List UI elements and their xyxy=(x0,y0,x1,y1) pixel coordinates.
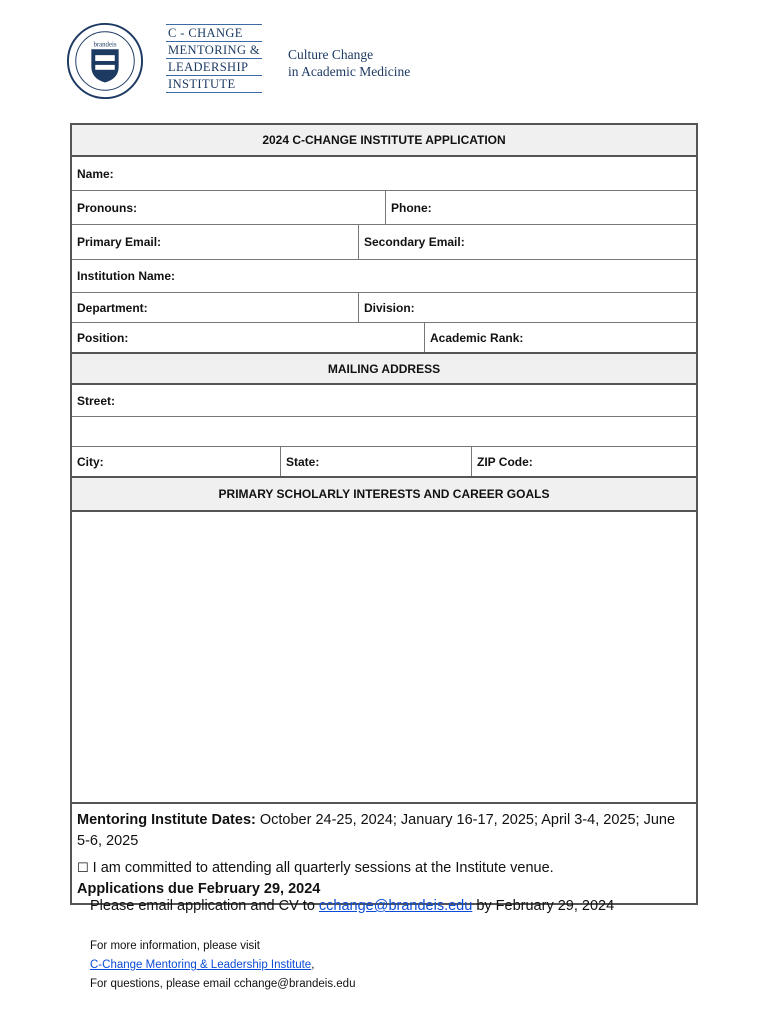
brand-line: LEADERSHIP xyxy=(166,59,262,76)
interests-heading-row xyxy=(72,478,696,512)
institution-label: Institution Name: xyxy=(77,269,175,283)
department-label: Department: xyxy=(77,300,148,315)
primary-email-label: Primary Email: xyxy=(77,235,162,249)
svg-text:brandeis: brandeis xyxy=(93,41,117,49)
due-text: Applications due February 29, 2024 xyxy=(77,881,321,897)
dates-text: October 24-25, 2024; January 16-17, 2025; April 3-4, 2025; June 5-6, 2025 xyxy=(77,812,676,849)
checkbox-icon[interactable]: ☐ xyxy=(77,861,89,876)
info-link-line xyxy=(90,956,355,975)
email-suffix: by February 29, 2024 xyxy=(472,898,615,914)
email-prefix: Please email application and CV to xyxy=(90,898,319,914)
brand-line: C - CHANGE xyxy=(166,24,262,42)
institute-wordmark xyxy=(166,24,262,93)
phone-label: Phone: xyxy=(391,200,432,215)
pronouns-row xyxy=(72,191,696,225)
email-link[interactable]: cchange@brandeis.edu xyxy=(318,898,473,914)
name-label: Name: xyxy=(77,166,114,181)
city-row xyxy=(72,447,696,478)
city-label: City: xyxy=(77,454,104,469)
position-field[interactable] xyxy=(72,323,425,352)
brand-line: MENTORING & xyxy=(168,43,261,57)
name-row xyxy=(72,157,696,191)
division-label: Division: xyxy=(364,300,415,315)
institution-field[interactable] xyxy=(72,260,696,292)
position-row xyxy=(72,323,696,354)
commitment-text: I am committed to attending all quarterly sessions at the Institute venue. xyxy=(88,860,554,876)
email-row xyxy=(72,225,696,260)
institute-dates-box xyxy=(72,804,696,903)
brandeis-seal-logo xyxy=(66,22,144,100)
academic-rank-label: Academic Rank: xyxy=(430,330,524,345)
zip-field[interactable] xyxy=(472,447,696,476)
info-link-suffix: , xyxy=(311,959,315,971)
zip-label: ZIP Code: xyxy=(477,454,533,469)
name-field[interactable] xyxy=(72,157,696,190)
questions-line: For questions, please email cchange@brandeis.edu xyxy=(90,978,356,990)
tagline-line: in Academic Medicine xyxy=(288,64,411,79)
street-line-2-field[interactable] xyxy=(72,417,696,446)
department-field[interactable] xyxy=(72,293,359,322)
academic-rank-field[interactable] xyxy=(425,323,696,352)
institution-row xyxy=(72,260,696,293)
street-line-2-row xyxy=(72,417,696,447)
header xyxy=(0,0,770,110)
primary-email-field[interactable] xyxy=(72,225,359,259)
form-title-row xyxy=(72,125,696,157)
city-field[interactable] xyxy=(72,447,281,476)
brand-line: INSTITUTE xyxy=(166,76,262,93)
street-field[interactable] xyxy=(72,385,696,416)
tagline-line: Culture Change xyxy=(288,47,374,62)
tagline xyxy=(288,46,410,80)
phone-field[interactable] xyxy=(386,191,696,224)
street-row xyxy=(72,385,696,417)
department-row xyxy=(72,293,696,323)
interests-textarea[interactable] xyxy=(72,512,696,804)
application-form xyxy=(70,123,698,905)
mailing-heading-row xyxy=(72,354,696,385)
more-info xyxy=(90,937,355,994)
mailing-address-heading: MAILING ADDRESS xyxy=(72,354,696,383)
dates-label: Mentoring Institute Dates: xyxy=(77,812,256,828)
position-label: Position: xyxy=(77,330,129,345)
commitment-line xyxy=(77,858,691,879)
interests-heading: PRIMARY SCHOLARLY INTERESTS AND CAREER GOALS xyxy=(72,478,696,510)
pronouns-field[interactable] xyxy=(72,191,386,224)
state-label: State: xyxy=(286,454,320,469)
pronouns-label: Pronouns: xyxy=(77,200,137,215)
applications-due xyxy=(77,879,691,900)
info-line: For more information, please visit xyxy=(90,940,261,952)
secondary-email-label: Secondary Email: xyxy=(364,235,465,249)
institute-link[interactable]: C-Change Mentoring & Leadership Institute xyxy=(90,959,312,971)
street-label: Street: xyxy=(77,393,116,408)
division-field[interactable] xyxy=(359,293,696,322)
email-instructions xyxy=(90,898,614,914)
secondary-email-field[interactable] xyxy=(359,225,696,259)
institute-dates xyxy=(77,810,691,852)
form-title: 2024 C-CHANGE INSTITUTE APPLICATION xyxy=(72,125,696,155)
state-field[interactable] xyxy=(281,447,472,476)
